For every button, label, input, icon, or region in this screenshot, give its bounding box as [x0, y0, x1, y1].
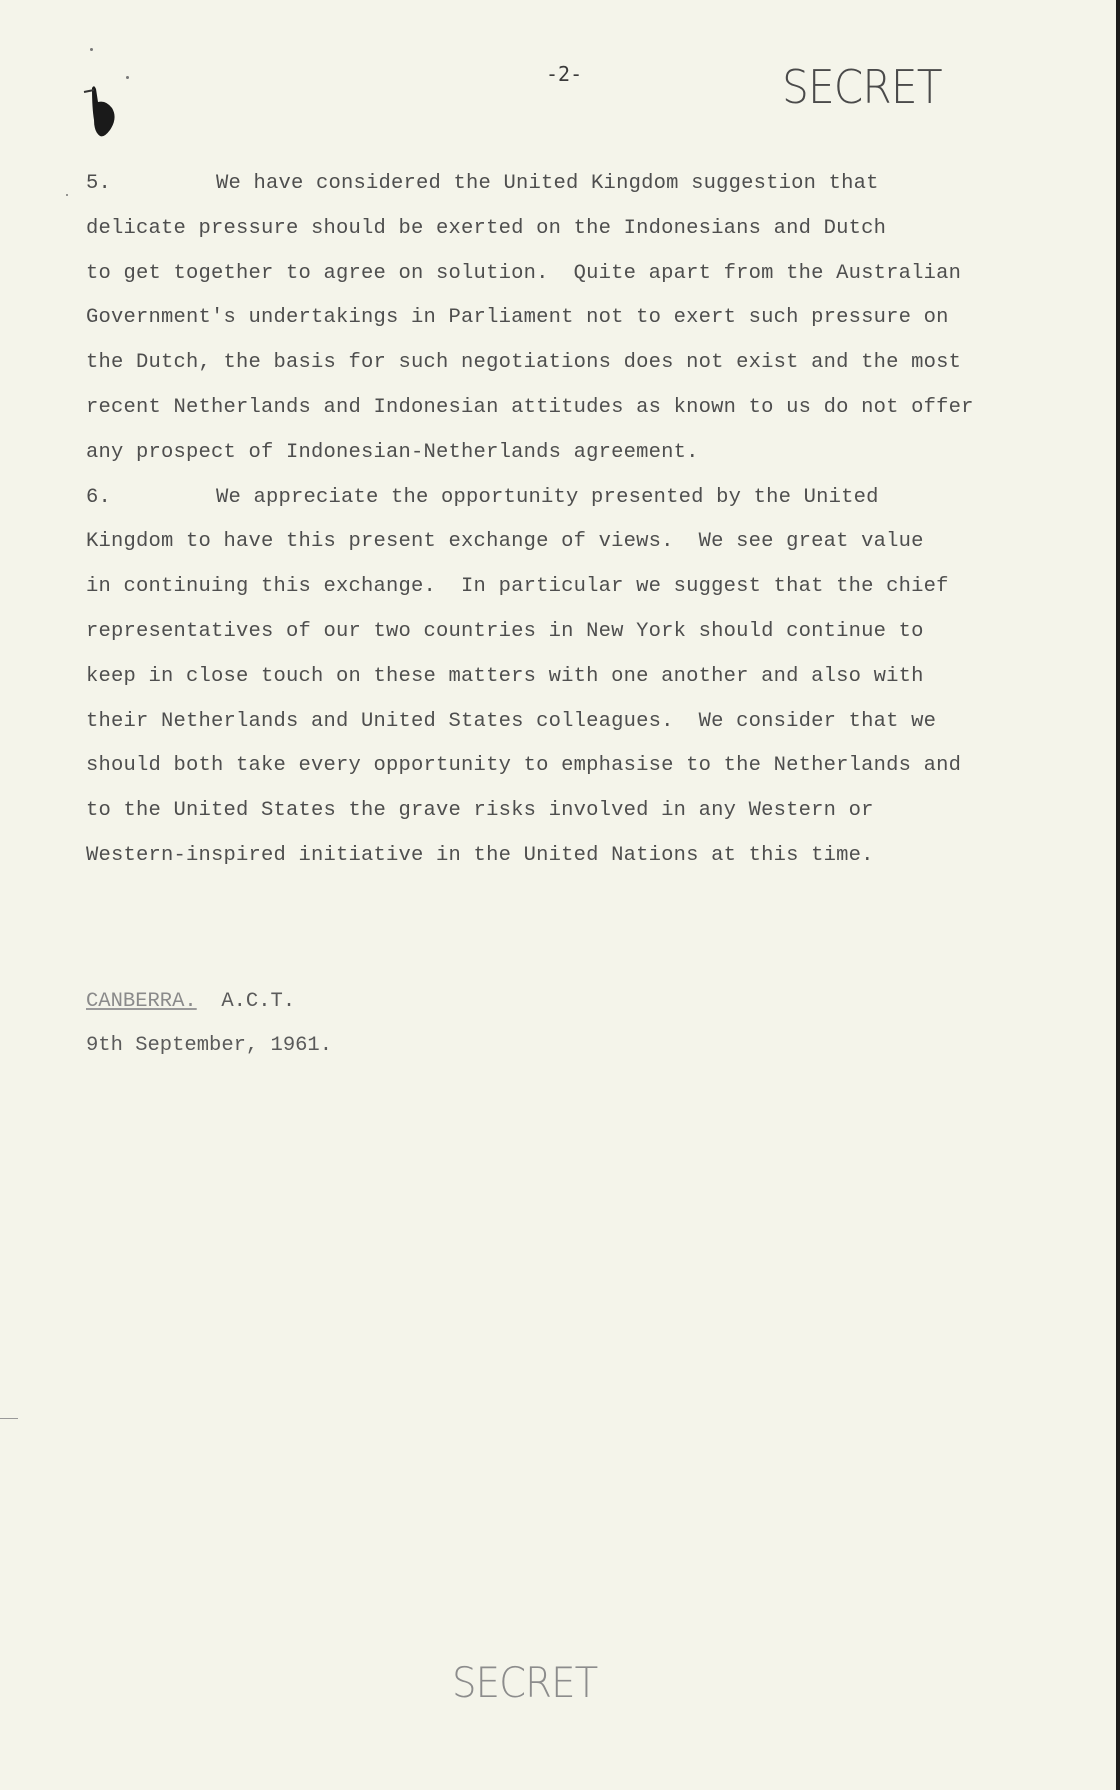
signoff-block [86, 980, 332, 1068]
paragraph-line: their Netherlands and United States colleagues. We consider that we [86, 709, 937, 733]
classification-footer: SECRET [452, 1658, 598, 1707]
classification-header: SECRET [782, 60, 942, 114]
paragraph-line: Government's undertakings in Parliament not to exert such pressure on [86, 306, 949, 330]
paragraph-line: recent Netherlands and Indonesian attitudes as known to us do not offer [86, 395, 974, 419]
page-number: -2- [546, 62, 583, 86]
paragraph-6 [86, 476, 1096, 879]
signoff-territory: A.C.T. [221, 990, 296, 1013]
paragraph-line: representatives of our two countries in New York should continue to [86, 619, 924, 643]
scan-edge [1116, 0, 1120, 1790]
paragraph-line: Kingdom to have this present exchange of views. We see great value [86, 530, 924, 554]
document-body [86, 162, 1096, 879]
paragraph-line: to the United States the grave risks involved in any Western or [86, 799, 874, 823]
paragraph-line: should both take every opportunity to emphasise to the Netherlands and [86, 754, 962, 778]
paper-speck [66, 194, 68, 196]
paper-speck [90, 48, 93, 51]
signoff-place: CANBERRA. [86, 990, 197, 1013]
paragraph-5 [86, 162, 1096, 476]
signoff-date: 9th September, 1961. [86, 1034, 333, 1057]
paragraph-number: 6. [86, 485, 112, 509]
paragraph-line: Western-inspired initiative in the United Nations at this time. [86, 843, 874, 867]
ink-blot-icon [80, 80, 130, 150]
paragraph-line: keep in close touch on these matters with one another and also with [86, 664, 924, 688]
paragraph-line: delicate pressure should be exerted on the Indonesians and Dutch [86, 216, 887, 240]
paragraph-line: any prospect of Indonesian-Netherlands agreement. [86, 440, 699, 464]
paragraph-number: 5. [86, 172, 112, 195]
paragraph-line: We appreciate the opportunity presented by the United [216, 485, 879, 509]
paragraph-line: in continuing this exchange. In particular we suggest that the chief [86, 575, 949, 599]
paragraph-line: We have considered the United Kingdom suggestion that [216, 172, 879, 195]
paragraph-line: to get together to agree on solution. Quite apart from the Australian [86, 261, 962, 285]
paragraph-line: the Dutch, the basis for such negotiations does not exist and the most [86, 351, 962, 375]
paper-speck [126, 76, 129, 79]
margin-mark [0, 1418, 18, 1419]
